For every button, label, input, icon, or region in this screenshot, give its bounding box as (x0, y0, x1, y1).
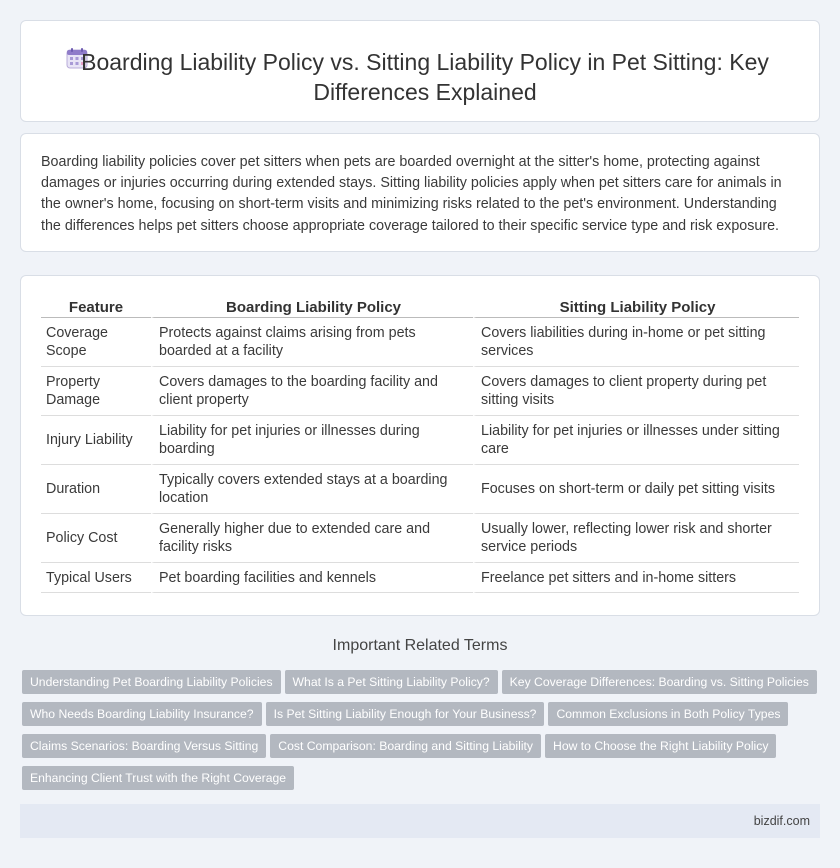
related-term-tag[interactable]: What Is a Pet Sitting Liability Policy? (285, 670, 498, 694)
boarding-cell: Typically covers extended stays at a boarding location (151, 465, 473, 514)
feature-cell: Policy Cost (41, 514, 151, 563)
summary-paragraph: Boarding liability policies cover pet sitters when pets are boarded overnight at the sitter's home, protecting against damages or injuries occurring during extended stays. Sitting liability policies apply when pet sitters care for animals in the owner's home, focusing on short-term visits and minimizing risks related to the pet's environment. Understanding the differences helps pet sitters choose appropriate coverage tailored to their specific service type and risk exposure. (41, 154, 782, 234)
related-term-tag[interactable]: Is Pet Sitting Liability Enough for Your Business? (266, 702, 545, 726)
title-card (20, 20, 820, 122)
sitting-cell: Freelance pet sitters and in-home sitters (473, 563, 799, 593)
table-row (41, 318, 799, 367)
comparison-table-card (20, 275, 820, 616)
table-row (41, 465, 799, 514)
boarding-cell: Generally higher due to extended care and facility risks (151, 514, 473, 563)
header-boarding: Boarding Liability Policy (151, 296, 473, 318)
feature-cell: Injury Liability (41, 416, 151, 465)
footer-bar (20, 804, 820, 838)
header-sitting: Sitting Liability Policy (473, 296, 799, 318)
sitting-cell: Liability for pet injuries or illnesses under sitting care (473, 416, 799, 465)
related-term-tag[interactable]: Cost Comparison: Boarding and Sitting Liability (270, 734, 541, 758)
table-row (41, 563, 799, 593)
table-header-row (41, 296, 799, 318)
feature-cell: Property Damage (41, 367, 151, 416)
boarding-cell: Liability for pet injuries or illnesses during boarding (151, 416, 473, 465)
related-term-tag[interactable]: Understanding Pet Boarding Liability Policies (22, 670, 281, 694)
related-term-tag[interactable]: Claims Scenarios: Boarding Versus Sitting (22, 734, 266, 758)
related-term-tag[interactable]: Key Coverage Differences: Boarding vs. Sitting Policies (502, 670, 817, 694)
footer-site-link[interactable]: bizdif.com (753, 814, 810, 828)
summary-card (20, 133, 820, 252)
header-feature: Feature (41, 296, 151, 318)
feature-cell: Duration (41, 465, 151, 514)
related-terms-list (22, 670, 822, 798)
comparison-table (41, 296, 799, 593)
feature-cell: Typical Users (41, 563, 151, 593)
related-term-tag[interactable]: Who Needs Boarding Liability Insurance? (22, 702, 262, 726)
related-term-tag[interactable]: Enhancing Client Trust with the Right Coverage (22, 766, 294, 790)
table-row (41, 367, 799, 416)
related-term-tag[interactable]: How to Choose the Right Liability Policy (545, 734, 776, 758)
boarding-cell: Pet boarding facilities and kennels (151, 563, 473, 593)
feature-cell: Coverage Scope (41, 318, 151, 367)
boarding-cell: Covers damages to the boarding facility and client property (151, 367, 473, 416)
table-row (41, 416, 799, 465)
related-terms-heading: Important Related Terms (332, 637, 508, 654)
related-term-tag[interactable]: Common Exclusions in Both Policy Types (548, 702, 788, 726)
table-row (41, 514, 799, 563)
sitting-cell: Covers liabilities during in-home or pet sitting services (473, 318, 799, 367)
sitting-cell: Covers damages to client property during pet sitting visits (473, 367, 799, 416)
page-title: Boarding Liability Policy vs. Sitting Liability Policy in Pet Sitting: Key Differences Explained (81, 49, 769, 105)
sitting-cell: Focuses on short-term or daily pet sitting visits (473, 465, 799, 514)
sitting-cell: Usually lower, reflecting lower risk and shorter service periods (473, 514, 799, 563)
boarding-cell: Protects against claims arising from pets boarded at a facility (151, 318, 473, 367)
